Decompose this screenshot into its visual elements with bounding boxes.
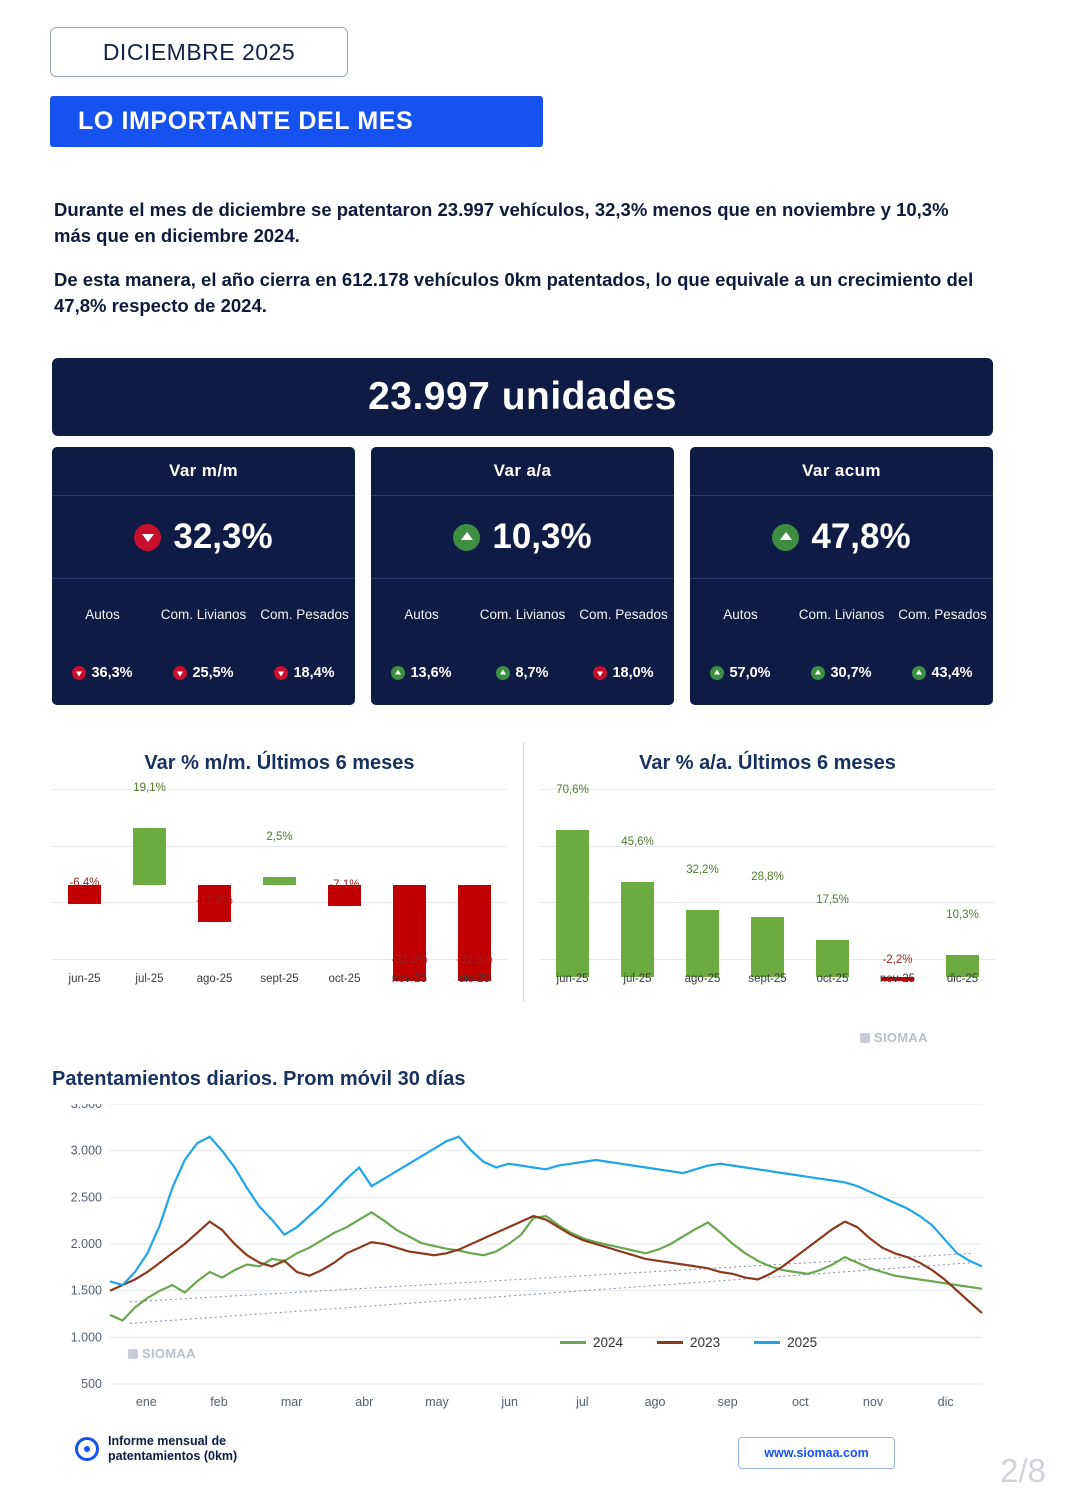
legend-label: 2023	[690, 1335, 721, 1350]
arrow-up-icon	[772, 524, 799, 551]
intro-paragraph-2: De esta manera, el año cierra en 612.178 vehículos 0km patentados, lo que equivale a un crecimiento del 47,8% respecto de 2024.	[54, 269, 974, 316]
segment-value: 13,6%	[410, 665, 452, 681]
segment-value-cell	[371, 649, 472, 697]
chart-bar-label: 19,1%	[133, 781, 166, 794]
segment-value: 30,7%	[830, 665, 872, 681]
svg-text:1.500: 1.500	[70, 1283, 102, 1298]
segment-label-cell	[573, 579, 674, 649]
legend-item[interactable]	[657, 1335, 720, 1350]
chart-title: Var % a/a. Últimos 6 meses	[639, 752, 896, 774]
chart-bar	[621, 882, 654, 977]
segment-label: Com. Pesados	[898, 606, 987, 622]
chart-x-label: sept-25	[260, 973, 299, 985]
card-segment-labels	[690, 579, 993, 649]
page-number: 2/8	[1000, 1452, 1046, 1489]
arrow-down-icon	[173, 666, 187, 680]
card-title: Var a/a	[371, 447, 674, 496]
chart-bar	[458, 885, 491, 981]
arrow-up-icon	[912, 666, 926, 680]
card-value: 10,3%	[492, 517, 592, 556]
arrow-down-icon	[593, 666, 607, 680]
month-badge	[50, 27, 348, 77]
chart-x-label: nov-25	[391, 973, 428, 985]
line-series-2023	[110, 1216, 982, 1313]
chart-x-label: ago-25	[196, 973, 233, 985]
siomaa-mark-icon	[128, 1349, 138, 1359]
legend-swatch-icon	[657, 1341, 683, 1344]
card-segment-labels	[52, 579, 355, 649]
svg-text:3.500: 3.500	[70, 1104, 102, 1111]
segment-label-cell	[472, 579, 573, 649]
chart-bar-label: 17,5%	[816, 894, 849, 907]
svg-text:nov: nov	[862, 1395, 884, 1409]
chart-x-label: oct-25	[816, 973, 849, 985]
svg-text:2.500: 2.500	[70, 1190, 102, 1205]
card-segment-labels	[371, 579, 674, 649]
svg-text:abr: abr	[355, 1395, 374, 1409]
svg-text:2.000: 2.000	[70, 1237, 102, 1251]
line-series-2024	[110, 1212, 982, 1320]
arrow-down-icon	[274, 666, 288, 680]
chart-bar-label: -32,3%	[456, 953, 493, 966]
chart-x-label: dic-25	[946, 973, 979, 985]
chart-var-aa	[540, 752, 995, 989]
chart-gridline	[540, 789, 995, 790]
segment-value-cell	[472, 649, 573, 697]
chart-x-label: sept-25	[748, 973, 787, 985]
segment-value: 43,4%	[931, 665, 973, 681]
chart-gridline	[540, 902, 995, 903]
svg-text:sep: sep	[717, 1395, 738, 1409]
siomaa-logo-icon	[75, 1437, 99, 1461]
month-label: DICIEMBRE 2025	[102, 38, 296, 65]
segment-value-cell	[254, 649, 355, 697]
svg-text:500: 500	[81, 1377, 102, 1391]
chart-bar-label: -12,6%	[196, 895, 233, 908]
chart-bar	[133, 828, 166, 885]
chart-x-label: dic-25	[458, 973, 491, 985]
segment-label-cell	[153, 579, 254, 649]
card-title: Var m/m	[52, 447, 355, 496]
segment-value: 18,4%	[293, 665, 335, 681]
chart-bar-label: -7,1%	[329, 878, 360, 891]
svg-text:feb: feb	[210, 1395, 228, 1409]
svg-text:3.000: 3.000	[70, 1143, 102, 1158]
website-button[interactable]	[738, 1437, 895, 1469]
card-segment-values	[690, 649, 993, 697]
footer-logo-text	[108, 1434, 237, 1464]
svg-text:jun: jun	[501, 1395, 519, 1409]
segment-value-cell	[892, 649, 993, 697]
card-var-aa	[371, 447, 674, 705]
card-segment-values	[371, 649, 674, 697]
chart-x-label: jul-25	[135, 973, 164, 985]
watermark-siomaa	[860, 1030, 928, 1045]
segment-value: 8,7%	[515, 665, 549, 681]
variation-cards	[52, 447, 993, 705]
svg-text:oct: oct	[791, 1395, 809, 1409]
chart-bar-label: 70,6%	[556, 784, 589, 797]
segment-value: 36,3%	[91, 665, 133, 681]
segment-label: Autos	[723, 606, 758, 622]
chart-x-label: jun-25	[556, 973, 589, 985]
card-var-mm	[52, 447, 355, 705]
chart-bar-label: -2,2%	[882, 954, 913, 967]
segment-value-cell	[690, 649, 791, 697]
segment-value-cell	[153, 649, 254, 697]
legend-item[interactable]	[560, 1335, 623, 1350]
segment-label: Com. Livianos	[798, 606, 885, 622]
legend-label: 2024	[593, 1335, 624, 1350]
legend-item[interactable]	[754, 1335, 817, 1350]
chart-bar	[556, 830, 589, 976]
chart-bar-label: -32,2%	[391, 953, 428, 966]
arrow-down-icon	[72, 666, 86, 680]
card-title: Var acum	[690, 447, 993, 496]
line-series-2025	[110, 1137, 982, 1285]
svg-text:mar: mar	[280, 1395, 303, 1409]
chart-gridline	[52, 846, 507, 847]
segment-value: 25,5%	[192, 665, 234, 681]
card-headline	[690, 496, 993, 579]
line-chart-legend	[560, 1335, 817, 1350]
segment-label: Com. Livianos	[160, 606, 247, 622]
banner-label: LO IMPORTANTE DEL MES	[78, 107, 414, 135]
legend-swatch-icon	[560, 1341, 586, 1344]
svg-text:ago: ago	[644, 1395, 666, 1409]
segment-value: 57,0%	[729, 665, 771, 681]
chart-bar-label: 32,2%	[686, 863, 719, 876]
segment-value-cell	[573, 649, 674, 697]
segment-value-cell	[791, 649, 892, 697]
chart-x-label: ago-25	[684, 973, 721, 985]
arrow-up-icon	[710, 666, 724, 680]
chart-x-label: jul-25	[623, 973, 652, 985]
siomaa-mark-icon	[860, 1033, 870, 1043]
watermark-siomaa-2	[128, 1346, 196, 1361]
svg-text:jul: jul	[576, 1395, 589, 1409]
footer-logo	[75, 1434, 237, 1464]
card-value: 32,3%	[173, 517, 273, 556]
chart-x-label: nov-25	[879, 973, 916, 985]
segment-label: Com. Livianos	[479, 606, 566, 622]
chart-bar-label: 10,3%	[946, 909, 979, 922]
segment-label: Autos	[85, 606, 120, 622]
card-value: 47,8%	[811, 517, 911, 556]
section-banner	[50, 96, 543, 147]
line-chart-plot	[52, 1104, 992, 1414]
card-var-acum	[690, 447, 993, 705]
arrow-up-icon	[496, 666, 510, 680]
segment-label-cell	[371, 579, 472, 649]
chart-divider	[523, 742, 524, 1002]
svg-text:1.000: 1.000	[70, 1330, 102, 1345]
svg-text:dic: dic	[937, 1395, 954, 1409]
segment-value: 18,0%	[612, 665, 654, 681]
arrow-up-icon	[453, 524, 480, 551]
total-units-value: 23.997 unidades	[368, 375, 677, 418]
card-segment-values	[52, 649, 355, 697]
chart-bar-label: 45,6%	[621, 836, 654, 849]
footer-line-1: Informe mensual de	[108, 1434, 227, 1448]
chart-bar-label: 2,5%	[266, 831, 293, 844]
chart-gridline	[52, 902, 507, 903]
segment-label: Com. Pesados	[260, 606, 349, 622]
chart-x-label: oct-25	[328, 973, 361, 985]
segment-value-cell	[52, 649, 153, 697]
chart-bar	[686, 910, 719, 977]
chart-bar	[263, 877, 296, 884]
chart-title: Var % m/m. Últimos 6 meses	[144, 752, 415, 774]
legend-label: 2025	[787, 1335, 818, 1350]
svg-text:may: may	[425, 1395, 449, 1409]
chart-bar	[393, 885, 426, 981]
chart-bar-label: 28,8%	[751, 870, 784, 883]
chart-bar	[816, 940, 849, 976]
segment-label-cell	[892, 579, 993, 649]
segment-label: Com. Pesados	[579, 606, 668, 622]
legend-swatch-icon	[754, 1341, 780, 1344]
watermark-label: SIOMAA	[874, 1030, 928, 1045]
chart-plot-area	[52, 781, 507, 989]
segment-label: Autos	[404, 606, 439, 622]
segment-label-cell	[791, 579, 892, 649]
segment-label-cell	[254, 579, 355, 649]
chart-bar-label: -6,4%	[69, 876, 100, 889]
chart-x-label: jun-25	[68, 973, 101, 985]
intro-paragraph-1: Durante el mes de diciembre se patentaron 23.997 vehículos, 32,3% menos que en noviembre y 10,3% más que en diciembre 2024.	[54, 199, 949, 246]
arrow-up-icon	[811, 666, 825, 680]
chart-plot-area	[540, 784, 995, 989]
chart-var-mm	[52, 752, 507, 989]
segment-label-cell	[52, 579, 153, 649]
arrow-up-icon	[391, 666, 405, 680]
line-chart-title: Patentamientos diarios. Prom móvil 30 días	[52, 1068, 466, 1090]
card-headline	[371, 496, 674, 579]
website-label: www.siomaa.com	[764, 1446, 869, 1460]
arrow-down-icon	[134, 524, 161, 551]
segment-label-cell	[690, 579, 791, 649]
watermark-label: SIOMAA	[142, 1346, 196, 1361]
card-headline	[52, 496, 355, 579]
svg-text:ene: ene	[135, 1395, 157, 1409]
chart-bar	[751, 917, 784, 977]
line-chart-svg	[52, 1104, 992, 1414]
total-units-box	[52, 358, 993, 436]
footer-line-2: patentamientos (0km)	[108, 1449, 238, 1463]
